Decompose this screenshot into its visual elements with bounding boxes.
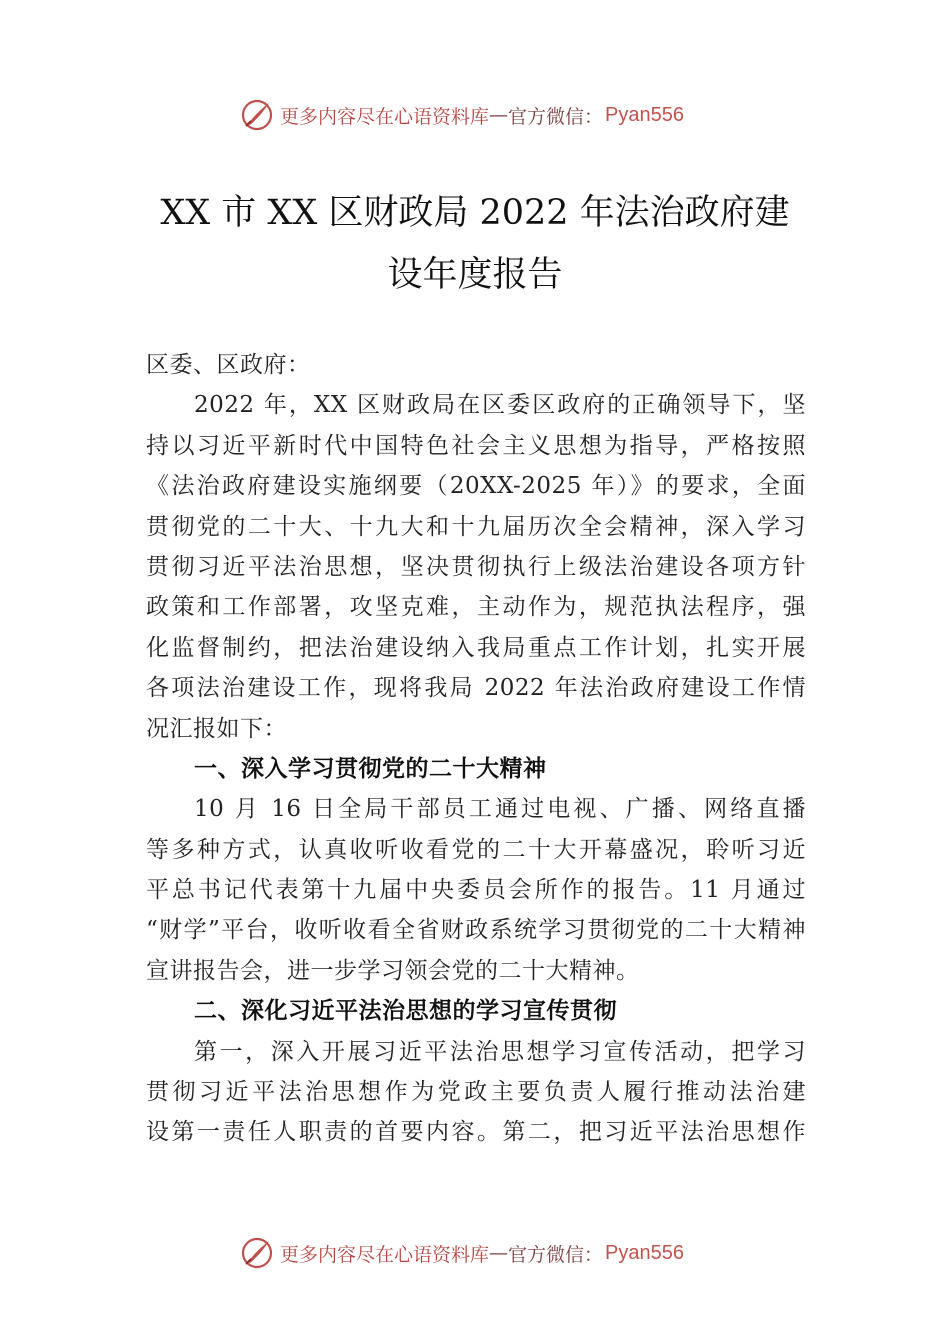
paragraph-line: 设第一责任人职责的首要内容。第二，把习近平法治思想作 [146,1119,806,1146]
paragraph-line: 各项法治建设工作，现将我局 2022 年法治政府建设工作情 [146,675,806,702]
paragraph-line: 平总书记代表第十九届中央委员会所作的报告。11 月通过 [146,877,806,904]
quill-logo-icon [240,1236,274,1270]
banner-wechat-label: 官方微信： [508,1243,604,1266]
paragraph-line: 贯彻习近平法治思想作为党政主要负责人履行推动法治建 [146,1079,806,1106]
watermark-banner-top [0,95,950,135]
banner-separator: — [489,1242,509,1264]
paragraph-line: 况汇报如下： [146,715,287,742]
paragraph-line: 持以习近平新时代中国特色社会主义思想为指导，严格按照 [146,432,806,459]
banner-wechat-id: Pyan556 [605,103,684,126]
paragraph-line: 等多种方式，认真收听收看党的二十大开幕盛况，聆听习近 [146,836,806,863]
paragraph-line: 《法治政府建设实施纲要（20XX-2025 年）》的要求，全面 [146,473,806,500]
paragraph-line: 宣讲报告会，进一步学习领会党的二十大精神。 [146,957,640,984]
paragraph-line: 贯彻党的二十大、十九大和十九届历次全会精神，深入学习 [146,513,806,540]
paragraph-line: 10 月 16 日全局干部员工通过电视、广播、网络直播 [194,796,806,823]
title-line-1: XX 市 XX 区财政局 2022 年法治政府建 [160,193,790,233]
banner-separator: — [489,104,509,126]
paragraph-line: “财学”平台，收听收看全省财政系统学习贯彻党的二十大精神 [146,917,806,944]
banner-wechat-label: 官方微信： [508,105,604,128]
document-body [146,345,806,1153]
quill-logo-icon [240,98,274,132]
title-line-2: 设年度报告 [387,255,563,295]
paragraph-line: 第一，深入开展习近平法治思想学习宣传活动，把学习 [194,1038,806,1065]
paragraph-line: 2022 年，XX 区财政局在区委区政府的正确领导下，坚 [194,392,806,419]
banner-wechat-id: Pyan556 [605,1241,684,1264]
banner-title: 更多内容尽在心语资料库 [280,105,490,128]
paragraph-line: 化监督制约，把法治建设纳入我局重点工作计划，扎实开展 [146,634,806,661]
paragraph-line: 政策和工作部署，攻坚克难，主动作为，规范执法程序，强 [146,594,806,621]
section-heading-2: 二、深化习近平法治思想的学习宣传贯彻 [194,998,617,1025]
salutation: 区委、区政府： [146,352,311,378]
banner-title: 更多内容尽在心语资料库 [280,1243,490,1266]
section-heading-1: 一、深入学习贯彻党的二十大精神 [194,755,547,782]
paragraph-line: 贯彻习近平法治思想，坚决贯彻执行上级法治建设各项方针 [146,553,806,580]
watermark-banner-bottom [0,1233,950,1273]
document-title [140,182,810,306]
